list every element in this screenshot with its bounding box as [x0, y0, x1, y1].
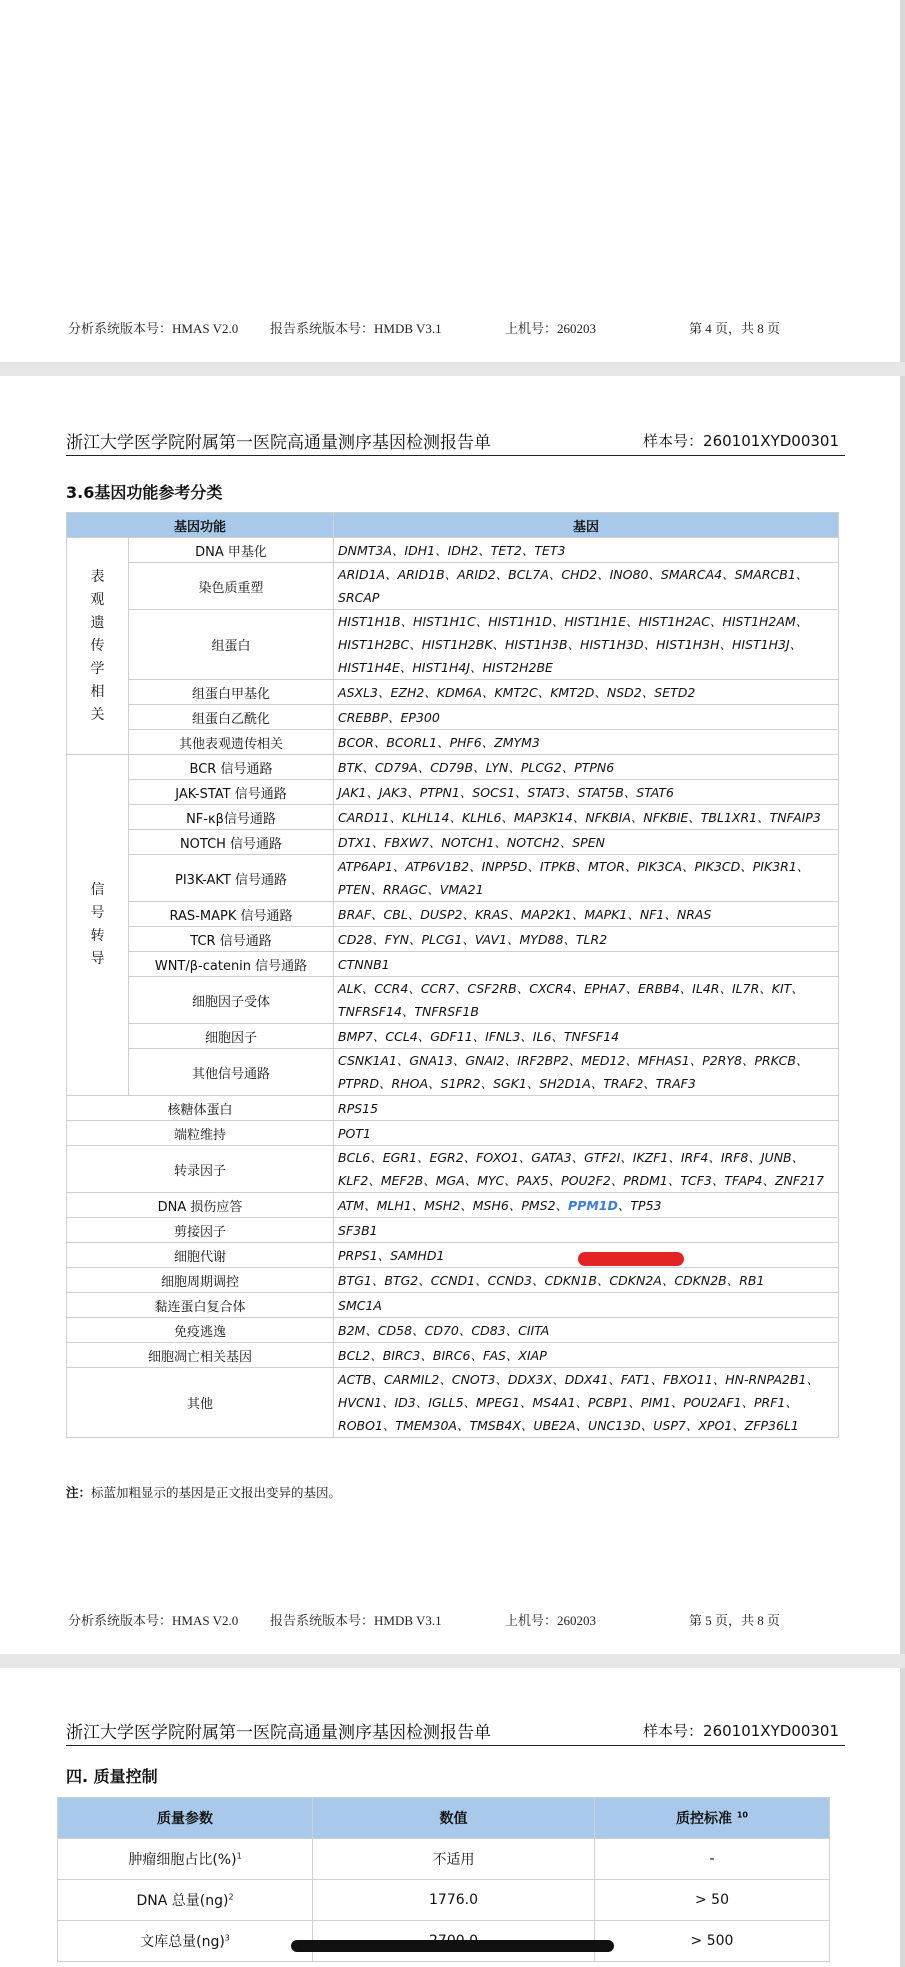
- table-row: [67, 1243, 839, 1268]
- category-cell: 免疫逃逸: [67, 1318, 334, 1343]
- genes-cell: ACTB、CARMIL2、CNOT3、DDX3X、DDX41、FAT1、FBXO11、HN-RNPA2B1、HVCN1、ID3、IGLL5、MPEG1、MS4A1、PCBP1、PIM1、POU2AF1、PRF1、ROBO1、TMEM30A、TMSB4X、UBE2A、UNC13D、USP7、XPO1、ZFP36L1: [334, 1368, 839, 1438]
- genes-cell: CD28、FYN、PLCG1、VAV1、MYD88、TLR2: [334, 927, 839, 952]
- genes-cell: RPS15: [334, 1096, 839, 1121]
- genes-cell: CSNK1A1、GNA13、GNAI2、IRF2BP2、MED12、MFHAS1、P2RY8、PRKCB、PTPRD、RHOA、S1PR2、SGK1、SH2D1A、TRAF2、TRAF3: [334, 1049, 839, 1096]
- standard-cell: > 50: [595, 1880, 830, 1921]
- genes-cell: BMP7、CCL4、GDF11、IFNL3、IL6、TNFSF14: [334, 1024, 839, 1049]
- page-gap: [0, 362, 905, 376]
- table-row: [67, 977, 839, 1024]
- table-row: [67, 1146, 839, 1193]
- table-row: [67, 1121, 839, 1146]
- category-cell: 组蛋白乙酰化: [129, 705, 334, 730]
- genes-cell: SF3B1: [334, 1218, 839, 1243]
- genes-cell: CTNNB1: [334, 952, 839, 977]
- category-cell: JAK-STAT 信号通路: [129, 780, 334, 805]
- category-cell: NOTCH 信号通路: [129, 830, 334, 855]
- category-cell: DNA 甲基化: [129, 538, 334, 563]
- group-epigenetic: 表观遗传学相关: [67, 538, 129, 755]
- page-number: 第 5 页，共 8 页: [689, 1613, 781, 1628]
- category-cell: TCR 信号通路: [129, 927, 334, 952]
- category-cell: 细胞代谢: [67, 1243, 334, 1268]
- genes-cell: ASXL3、EZH2、KDM6A、KMT2C、KMT2D、NSD2、SETD2: [334, 680, 839, 705]
- note-label: 注：: [66, 1485, 92, 1500]
- report-version: 报告系统版本号：HMDB V3.1: [270, 321, 442, 336]
- category-cell: 转录因子: [67, 1146, 334, 1193]
- table-row: [67, 780, 839, 805]
- run-number: 上机号：260203: [505, 321, 597, 336]
- table-row: [67, 927, 839, 952]
- sample-number: 样本号：260101XYD00301: [643, 432, 839, 450]
- table-row: [67, 755, 839, 780]
- table-row: [67, 730, 839, 755]
- col-genes-header: 基因: [334, 513, 839, 538]
- table-row: [67, 538, 839, 563]
- table-row: [58, 1880, 830, 1921]
- category-cell: RAS-MAPK 信号通路: [129, 902, 334, 927]
- home-indicator[interactable]: [291, 1940, 614, 1952]
- genes-cell: JAK1、JAK3、PTPN1、SOCS1、STAT3、STAT5B、STAT6: [334, 780, 839, 805]
- report-title: 浙江大学医学院附属第一医院高通量测序基因检测报告单: [66, 1723, 491, 1743]
- highlighted-gene: PPM1D: [568, 1197, 618, 1213]
- category-cell: 端粒维持: [67, 1121, 334, 1146]
- category-cell: 组蛋白甲基化: [129, 680, 334, 705]
- genes-cell: DNMT3A、IDH1、IDH2、TET2、TET3: [334, 538, 839, 563]
- table-row: [67, 1268, 839, 1293]
- table-row: [67, 1218, 839, 1243]
- genes-cell: B2M、CD58、CD70、CD83、CIITA: [334, 1318, 839, 1343]
- category-cell: 组蛋白: [129, 610, 334, 680]
- param-cell: 文库总量(ng)$^3$: [58, 1921, 313, 1962]
- table-row: [67, 610, 839, 680]
- table-row: [67, 902, 839, 927]
- table-row: [67, 855, 839, 902]
- param-cell: DNA 总量(ng)$^2$: [58, 1880, 313, 1921]
- category-cell: 细胞因子受体: [129, 977, 334, 1024]
- genes-cell: CARD11、KLHL14、KLHL6、MAP3K14、NFKBIA、NFKBIE、TBL1XR1、TNFAIP3: [334, 805, 839, 830]
- table-row: [67, 1318, 839, 1343]
- section-4-title: 四. 质量控制: [66, 1767, 158, 1786]
- group-signal: 信号转导: [67, 755, 129, 1096]
- analysis-version: 分析系统版本号：HMAS V2.0: [68, 321, 239, 336]
- table-note: [66, 1483, 341, 1501]
- category-cell: 细胞因子: [129, 1024, 334, 1049]
- table-row: [67, 1368, 839, 1438]
- category-cell: 染色质重塑: [129, 563, 334, 610]
- table-row: [67, 1024, 839, 1049]
- category-cell: 细胞周期调控: [67, 1268, 334, 1293]
- genes-cell: BTG1、BTG2、CCND1、CCND3、CDKN1B、CDKN2A、CDKN2B、RB1: [334, 1268, 839, 1293]
- genes-cell: ATP6AP1、ATP6V1B2、INPP5D、ITPKB、MTOR、PIK3CA、PIK3CD、PIK3R1、PTEN、RRAGC、VMA21: [334, 855, 839, 902]
- col-param-header: 质量参数: [58, 1798, 313, 1839]
- page-number: 第 4 页，共 8 页: [689, 321, 781, 336]
- category-cell: NF-κβ信号通路: [129, 805, 334, 830]
- table-row: [67, 805, 839, 830]
- genes-cell: BRAF、CBL、DUSP2、KRAS、MAP2K1、MAPK1、NF1、NRAS: [334, 902, 839, 927]
- run-number: 上机号：260203: [505, 1613, 597, 1628]
- table-row: [67, 1293, 839, 1318]
- genes-cell: ALK、CCR4、CCR7、CSF2RB、CXCR4、EPHA7、ERBB4、IL4R、IL7R、KIT、TNFRSF14、TNFRSF1B: [334, 977, 839, 1024]
- category-cell: 细胞凋亡相关基因: [67, 1343, 334, 1368]
- table-row: [67, 1193, 839, 1218]
- genes-cell: ARID1A、ARID1B、ARID2、BCL7A、CHD2、INO80、SMARCA4、SMARCB1、SRCAP: [334, 563, 839, 610]
- category-cell: PI3K-AKT 信号通路: [129, 855, 334, 902]
- standard-cell: -: [595, 1839, 830, 1880]
- category-cell: 核糖体蛋白: [67, 1096, 334, 1121]
- category-cell: 剪接因子: [67, 1218, 334, 1243]
- genes-cell: BCL2、BIRC3、BIRC6、FAS、XIAP: [334, 1343, 839, 1368]
- report-title: 浙江大学医学院附属第一医院高通量测序基因检测报告单: [66, 433, 491, 453]
- genes-cell: PRPS1、SAMHD1: [334, 1243, 839, 1268]
- table-row: [58, 1839, 830, 1880]
- category-cell: 黏连蛋白复合体: [67, 1293, 334, 1318]
- sample-number: 样本号：260101XYD00301: [643, 1722, 839, 1740]
- section-3-6-title: 3.6基因功能参考分类: [66, 483, 223, 502]
- note-text: 标蓝加粗显示的基因是正文报出变异的基因。: [91, 1485, 342, 1500]
- table-row: [67, 1343, 839, 1368]
- red-highlight-mark: [578, 1252, 684, 1266]
- category-cell: BCR 信号通路: [129, 755, 334, 780]
- quality-control-table: [57, 1797, 830, 1962]
- qc-table-header: [58, 1798, 830, 1839]
- value-cell: 不适用: [313, 1839, 595, 1880]
- genes-post: 、TP53: [617, 1197, 662, 1213]
- analysis-version: 分析系统版本号：HMAS V2.0: [68, 1613, 239, 1628]
- col-value-header: 数值: [313, 1798, 595, 1839]
- gene-table-header: [67, 513, 839, 538]
- genes-cell: POT1: [334, 1121, 839, 1146]
- col-function-header: 基因功能: [67, 513, 334, 538]
- standard-cell: > 500: [595, 1921, 830, 1962]
- table-row: [67, 563, 839, 610]
- table-row: [67, 705, 839, 730]
- col-standard-header: 质控标准 $^{10}$: [595, 1798, 830, 1839]
- table-row: [67, 680, 839, 705]
- genes-cell: [334, 1193, 839, 1218]
- genes-cell: HIST1H1B、HIST1H1C、HIST1H1D、HIST1H1E、HIST1H2AC、HIST1H2AM、HIST1H2BC、HIST1H2BK、HIST1H3B、HIST1H3D、HIST1H3H、HIST1H3J、HIST1H4E、HIST1H4J、HIST2H2BE: [334, 610, 839, 680]
- genes-cell: DTX1、FBXW7、NOTCH1、NOTCH2、SPEN: [334, 830, 839, 855]
- category-cell: WNT/β-catenin 信号通路: [129, 952, 334, 977]
- param-cell: 肿瘤细胞占比(%)$^1$: [58, 1839, 313, 1880]
- category-cell: 其他表观遗传相关: [129, 730, 334, 755]
- header-rule: [66, 455, 845, 456]
- header-rule: [66, 1745, 845, 1746]
- table-row: [67, 830, 839, 855]
- page-gap: [0, 1654, 905, 1668]
- category-cell: 其他: [67, 1368, 334, 1438]
- report-version: 报告系统版本号：HMDB V3.1: [270, 1613, 442, 1628]
- genes-cell: SMC1A: [334, 1293, 839, 1318]
- genes-cell: BTK、CD79A、CD79B、LYN、PLCG2、PTPN6: [334, 755, 839, 780]
- gene-function-table: [66, 512, 839, 1438]
- genes-cell: CREBBP、EP300: [334, 705, 839, 730]
- table-row: [67, 1096, 839, 1121]
- table-row: [67, 1049, 839, 1096]
- genes-cell: BCL6、EGR1、EGR2、FOXO1、GATA3、GTF2I、IKZF1、IRF4、IRF8、JUNB、KLF2、MEF2B、MGA、MYC、PAX5、POU2F2、PRDM1、TCF3、TFAP4、ZNF217: [334, 1146, 839, 1193]
- page-4: [0, 0, 900, 362]
- table-row: [67, 952, 839, 977]
- category-cell: 其他信号通路: [129, 1049, 334, 1096]
- value-cell: 1776.0: [313, 1880, 595, 1921]
- genes-pre: ATM、MLH1、MSH2、MSH6、PMS2、: [338, 1197, 569, 1213]
- category-cell: DNA 损伤应答: [67, 1193, 334, 1218]
- genes-cell: BCOR、BCORL1、PHF6、ZMYM3: [334, 730, 839, 755]
